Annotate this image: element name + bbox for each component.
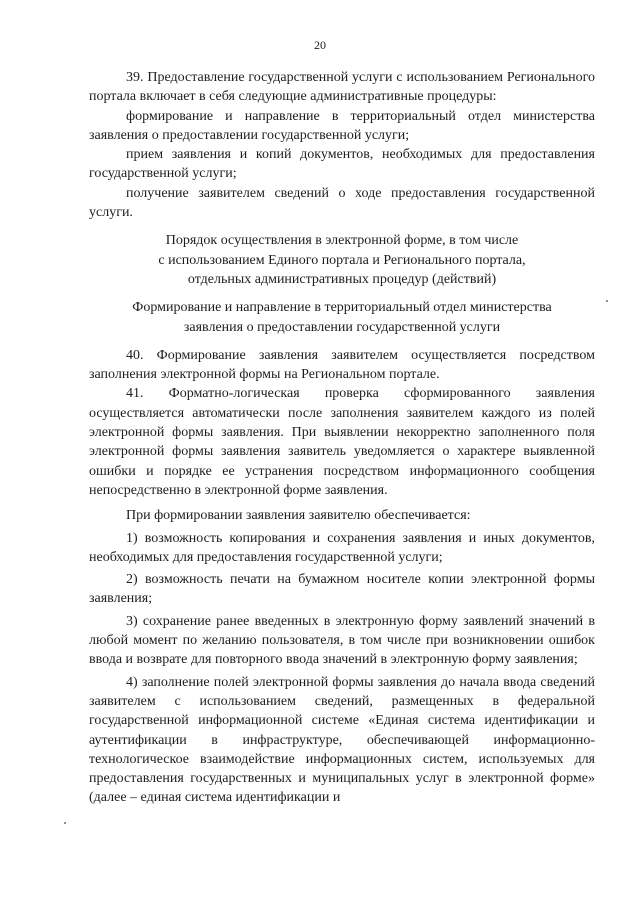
paragraph-provided-intro: При формировании заявления заявителю обеспечивается: [126, 508, 471, 524]
heading-line: Порядок осуществления в электронной форме, в том числе [165, 233, 519, 249]
heading-line: Формирование и направление в территориальный отдел министерства [132, 300, 552, 316]
page-number: 20 [314, 38, 326, 52]
paragraph-39-item-3: получение заявителем сведений о ходе предоставления государственной услуги. [89, 185, 595, 221]
list-item-3: 3) сохранение ранее введенных в электронную форму заявлений значений в любой момент по желанию пользователя, в том числе при возникновении ошибок ввода и возврате для повторного ввода значений в электронную форму заявления; [89, 613, 595, 668]
list-item-1: 1) возможность копирования и сохранения заявления и иных документов, необходимых для предоставления государственной услуги; [89, 530, 595, 565]
scan-speck [606, 300, 608, 302]
section-heading-procedures [89, 231, 595, 289]
page-content [89, 68, 595, 808]
paragraph-39-item-2: прием заявления и копий документов, необходимых для предоставления государственной услуги; [89, 147, 595, 182]
paragraph-39-item-1: формирование и направление в территориальный отдел министерства заявления о предоставлении государственной услуги; [89, 108, 595, 143]
heading-line: отдельных административных процедур (действий) [187, 271, 497, 287]
section-heading-formation [89, 298, 595, 337]
paragraph-40: 40. Формирование заявления заявителем осуществляется посредством заполнения электронной формы на Региональном портале. [89, 347, 595, 383]
list-item-2: 2) возможность печати на бумажном носителе копии электронной формы заявления; [89, 572, 595, 607]
scan-speck [64, 822, 66, 824]
paragraph-41: 41. Форматно-логическая проверка сформированного заявления осуществляется автоматически после заполнения заявителем каждого из полей электронной формы заявления. При выявлении некорректно заполненного поля электронной формы заявления заявитель уведомляется о характере выявленной ошибки и порядке ее устранения посредством информационного сообщения непосредственно в электронной форме заявления. [89, 386, 595, 498]
heading-line: заявления о предоставлении государственной услуги [183, 319, 501, 335]
list-item-4: 4) заполнение полей электронной формы заявления до начала ввода сведений заявителем с использованием сведений, размещенных в федеральной государственной информационной системе «Единая система идентификации и аутентификации в инфраструктуре, обеспечивающей информационно-технологическое взаимодействие информационных систем, используемых для предоставления государственных и муниципальных услуг в электронной форме» (далее – единая система идентификации и [89, 674, 595, 806]
heading-line: с использованием Единого портала и Регионального портала, [158, 252, 526, 268]
paragraph-39-intro: 39. Предоставление государственной услуги с использованием Регионального портала включает в себя следующие административные процедуры: [89, 70, 595, 105]
